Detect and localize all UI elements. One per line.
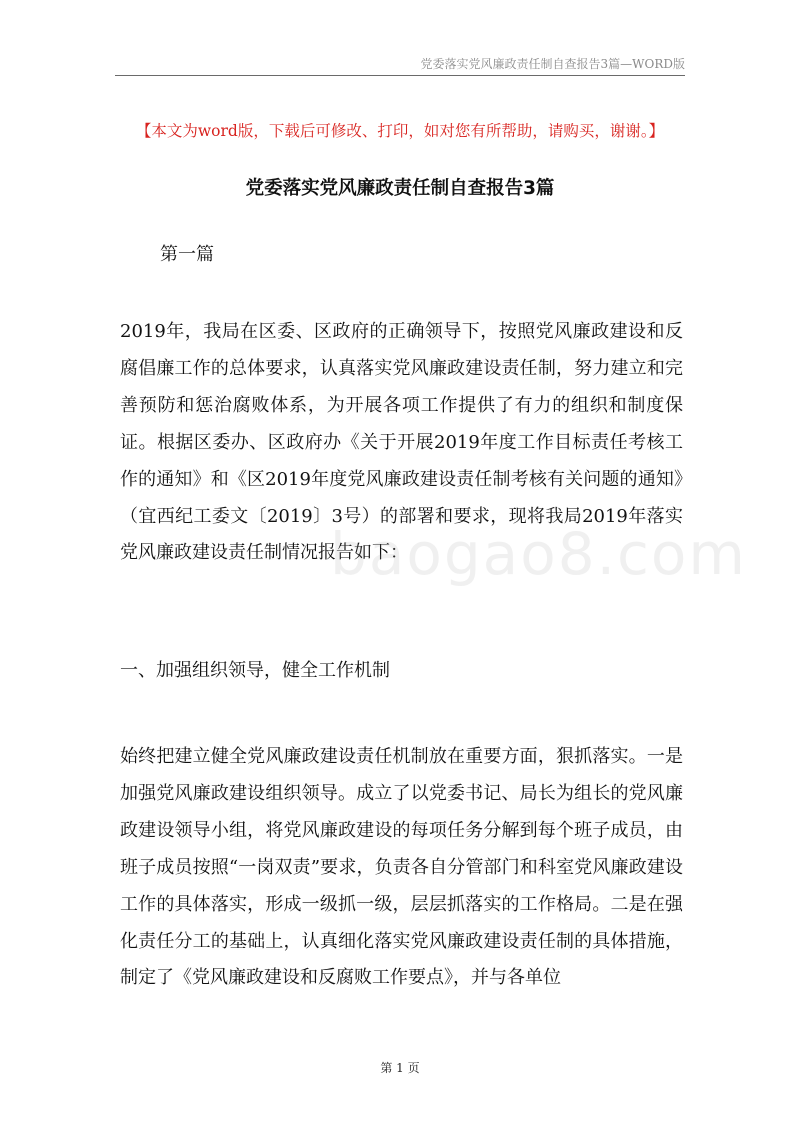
purchase-notice: 【本文为word版，下载后可修改、打印，如对您有所帮助，请购买，谢谢。】 xyxy=(135,122,665,140)
document-title: 党委落实党风廉政责任制自查报告3篇 xyxy=(245,178,555,199)
section-heading-1: 一、加强组织领导，健全工作机制 xyxy=(120,660,390,681)
site-watermark: baogao8.com xyxy=(330,520,747,588)
page-number: 第 1 页 xyxy=(380,1061,420,1075)
body-paragraph-1: 2019年，我局在区委、区政府的正确领导下，按照党风廉政建设和反腐倡廉工作的总体要求，认真落实党风廉政建设责任制，努力建立和完善预防和惩治腐败体系，为开展各项工作提供了有力的组织和制度保证。根据区委办、区政府办《关于开展2019年度工作目标责任考核工作的通知》和《区2019年度党风廉政建设责任制考核有关问题的通知》（宜西纪工委文〔2019〕3号）的部署和要求，现将我局2019年落实党风廉政建设责任制情况报告如下： xyxy=(120,321,683,564)
running-header: 党委落实党风廉政责任制自查报告3篇—WORD版 xyxy=(420,57,685,71)
body-paragraph-2: 始终把建立健全党风廉政建设责任机制放在重要方面，狠抓落实。一是加强党风廉政建设组织领导。成立了以党委书记、局长为组长的党风廉政建设领导小组，将党风廉政建设的每项任务分解到每个班子成员，由班子成员按照“一岗双责”要求，负责各自分管部门和科室党风廉政建设工作的具体落实，形成一级抓一级，层层抓落实的工作格局。二是在强化责任分工的基础上，认真细化落实党风廉政建设责任制的具体措施，制定了《党风廉政建设和反腐败工作要点》，并与各单位 xyxy=(120,746,683,989)
header-divider xyxy=(115,75,685,76)
section-label: 第一篇 xyxy=(160,244,214,265)
